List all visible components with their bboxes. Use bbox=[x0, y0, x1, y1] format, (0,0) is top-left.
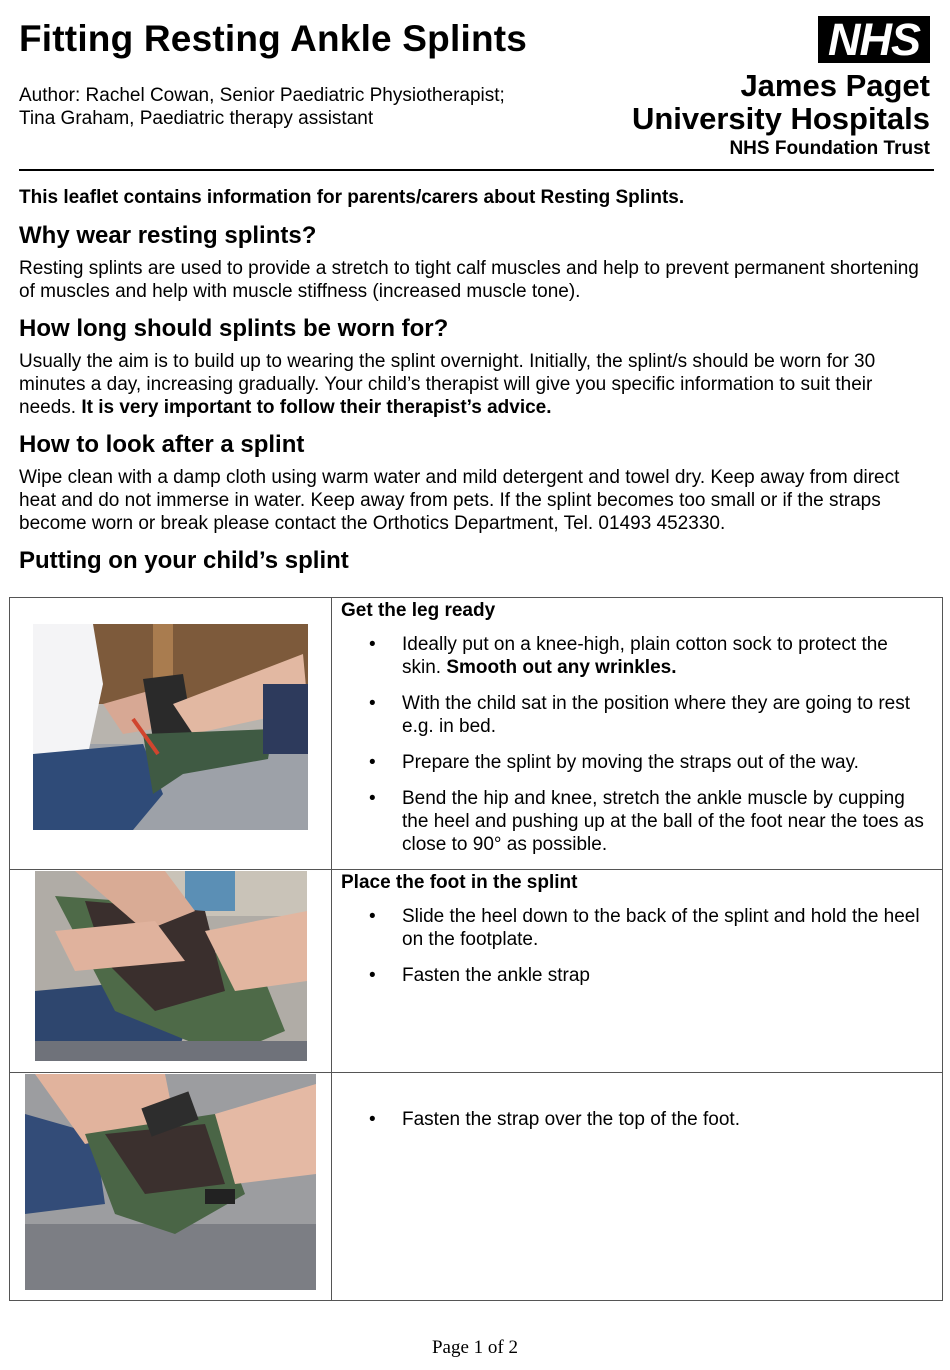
step-photo-cell bbox=[10, 870, 332, 1073]
page-number: Page 1 of 2 bbox=[431, 1337, 518, 1358]
step-bullet-list bbox=[364, 905, 932, 987]
logo-org-line-2: University Hospitals bbox=[631, 101, 930, 136]
step-photo-cell bbox=[10, 1073, 332, 1301]
logo-org-line-3: NHS Foundation Trust bbox=[729, 138, 930, 159]
photo-fasten-strap bbox=[25, 1074, 316, 1290]
photo-leg-ready bbox=[33, 624, 308, 830]
how-long-emphasis: It is very important to follow their therapist’s advice. bbox=[81, 397, 552, 418]
step-text-cell bbox=[332, 598, 943, 870]
author-line-2: Tina Graham, Paediatric therapy assistant bbox=[19, 108, 374, 129]
paragraph-care: Wipe clean with a damp cloth using warm water and mild detergent and towel dry. Keep away from direct heat and do not immerse in water. Keep away from pets. If the splint becomes too small or if the straps become worn or break please contact the Orthotics Department, Tel. 01493 452330. bbox=[19, 467, 900, 534]
document-title: Fitting Resting Ankle Splints bbox=[19, 18, 528, 59]
author-block bbox=[19, 84, 619, 130]
bullet-item: • Slide the heel down to the back of the splint and hold the heel on the footplate. bbox=[364, 905, 932, 951]
step-text-cell bbox=[332, 1073, 943, 1301]
step-title: Place the foot in the splint bbox=[341, 872, 578, 893]
step-row bbox=[10, 598, 943, 870]
step-row bbox=[10, 1073, 943, 1301]
how-long-text: Usually the aim is to build up to wearing the splint overnight. Initially, the splint/s should be worn for 30 minutes a day, increasing gradually. Your child’s therapist will give you specific information to suit their needs. bbox=[19, 351, 876, 418]
bullet-item: • Fasten the strap over the top of the foot. bbox=[364, 1108, 932, 1131]
step-bullet-list bbox=[364, 633, 932, 856]
logo-org-line-1: James Paget bbox=[740, 68, 930, 103]
nhs-logo-box: NHS bbox=[818, 16, 930, 63]
step-text-cell bbox=[332, 870, 943, 1073]
heading-how-long: How long should splints be worn for? bbox=[19, 315, 449, 342]
intro-text: This leaflet contains information for parents/carers about Resting Splints. bbox=[19, 187, 685, 208]
header-divider bbox=[19, 169, 934, 171]
document-header bbox=[19, 14, 934, 170]
step-photo-cell bbox=[10, 598, 332, 870]
photo-foot-in-splint bbox=[35, 871, 307, 1061]
main-content bbox=[19, 186, 934, 582]
bullet-item: • Fasten the ankle strap bbox=[364, 964, 932, 987]
heading-why: Why wear resting splints? bbox=[19, 222, 317, 249]
paragraph-how-long bbox=[19, 350, 934, 419]
step-bullet-list bbox=[364, 1108, 932, 1131]
bullet-item: • Prepare the splint by moving the straps out of the way. bbox=[364, 751, 932, 774]
steps-table bbox=[9, 597, 943, 1301]
heading-care: How to look after a splint bbox=[19, 431, 305, 458]
paragraph-why: Resting splints are used to provide a stretch to tight calf muscles and help to prevent permanent shortening of muscles and help with muscle stiffness (increased muscle tone). bbox=[19, 258, 919, 302]
bullet-text: Ideally put on a knee-high, plain cotton sock to protect the skin. bbox=[402, 634, 888, 678]
step-row bbox=[10, 870, 943, 1073]
step-title bbox=[341, 1074, 932, 1098]
bullet-item: • Bend the hip and knee, stretch the ankle muscle by cupping the heel and pushing up at the ball of the foot near the toes as close to 90° as possible. bbox=[364, 787, 932, 856]
heading-putting-on: Putting on your child’s splint bbox=[19, 547, 349, 574]
bullet-item: • With the child sat in the position where they are going to rest e.g. in bed. bbox=[364, 692, 932, 738]
author-line-1: Author: Rachel Cowan, Senior Paediatric Physiotherapist; bbox=[19, 85, 505, 106]
bullet-item bbox=[364, 633, 932, 679]
nhs-trust-logo bbox=[631, 14, 934, 164]
step-title: Get the leg ready bbox=[341, 600, 496, 621]
bullet-bold-text: Smooth out any wrinkles. bbox=[446, 657, 677, 678]
